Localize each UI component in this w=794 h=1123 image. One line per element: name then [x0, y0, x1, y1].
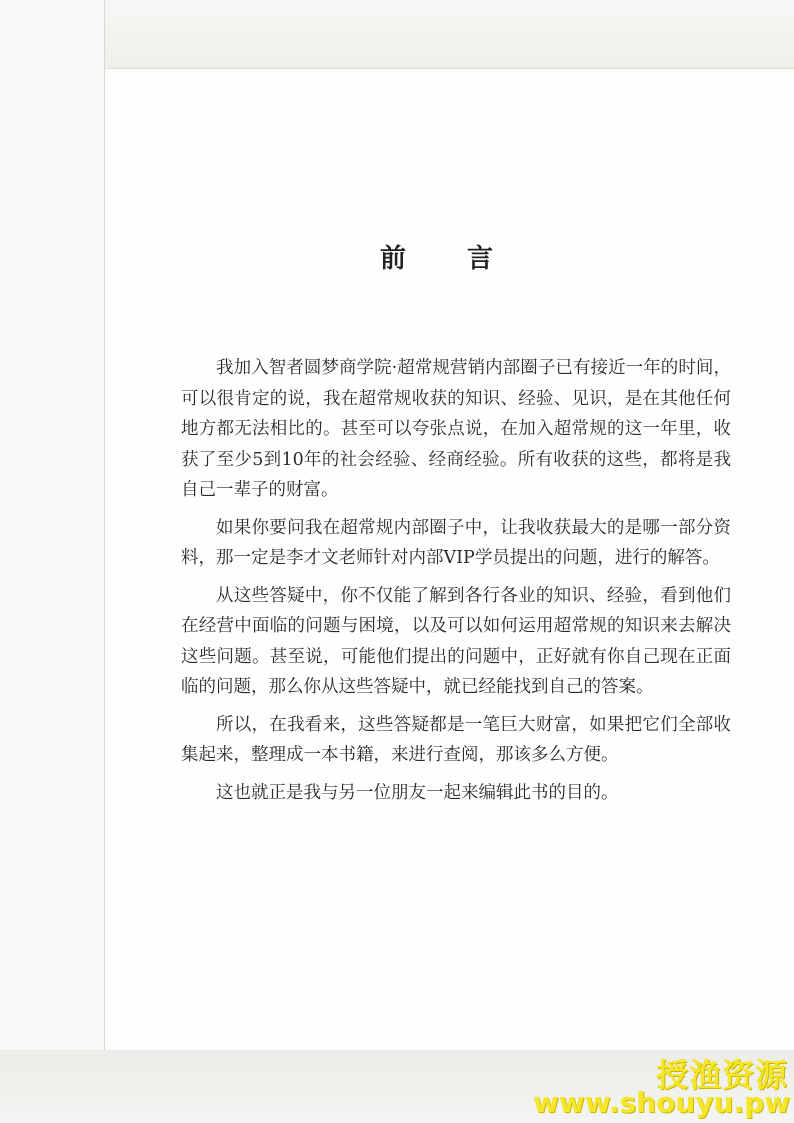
watermark-url: www.shouyu.pw	[533, 1086, 790, 1119]
paragraph-2: 如果你要问我在超常规内部圈子中，让我收获最大的是哪一部分资料，那一定是李才文老师针对内部VIP学员提出的问题，进行的解答。	[181, 517, 731, 568]
scan-left-margin	[0, 0, 105, 1123]
watermark-text: 授渔资源	[655, 1056, 788, 1094]
scan-top-margin	[0, 0, 794, 68]
paragraph-4: 所以，在我看来，这些答疑都是一笔巨大财富，如果把它们全部收集起来，整理成一本书籍，来进行查阅，那该多么方便。	[181, 714, 731, 765]
paragraph-5: 这也就正是我与另一位朋友一起来编辑此书的目的。	[216, 782, 619, 803]
paragraph-3: 从这些答疑中，你不仅能了解到各行各业的知识、经验，看到他们在经营中面临的问题与困境，以及可以如何运用超常规的知识来去解决这些问题。甚至说，可能他们提出的问题中，正好就有你自己现在正面临的问题，那么你从这些答疑中，就已经能找到自己的答案。	[181, 585, 731, 697]
page-title: 前 言	[379, 244, 520, 274]
paragraph-1: 我加入智者圆梦商学院·超常规营销内部圈子已有接近一年的时间，可以很肯定的说，我在超常规收获的知识、经验、见识，是在其他任何地方都无法相比的。甚至可以夸张点说，在加入超常规的这一年里，收获了至少5到10年的社会经验、经商经验。所有收获的这些，都将是我自己一辈子的财富。	[181, 358, 731, 500]
body-text	[181, 353, 731, 815]
